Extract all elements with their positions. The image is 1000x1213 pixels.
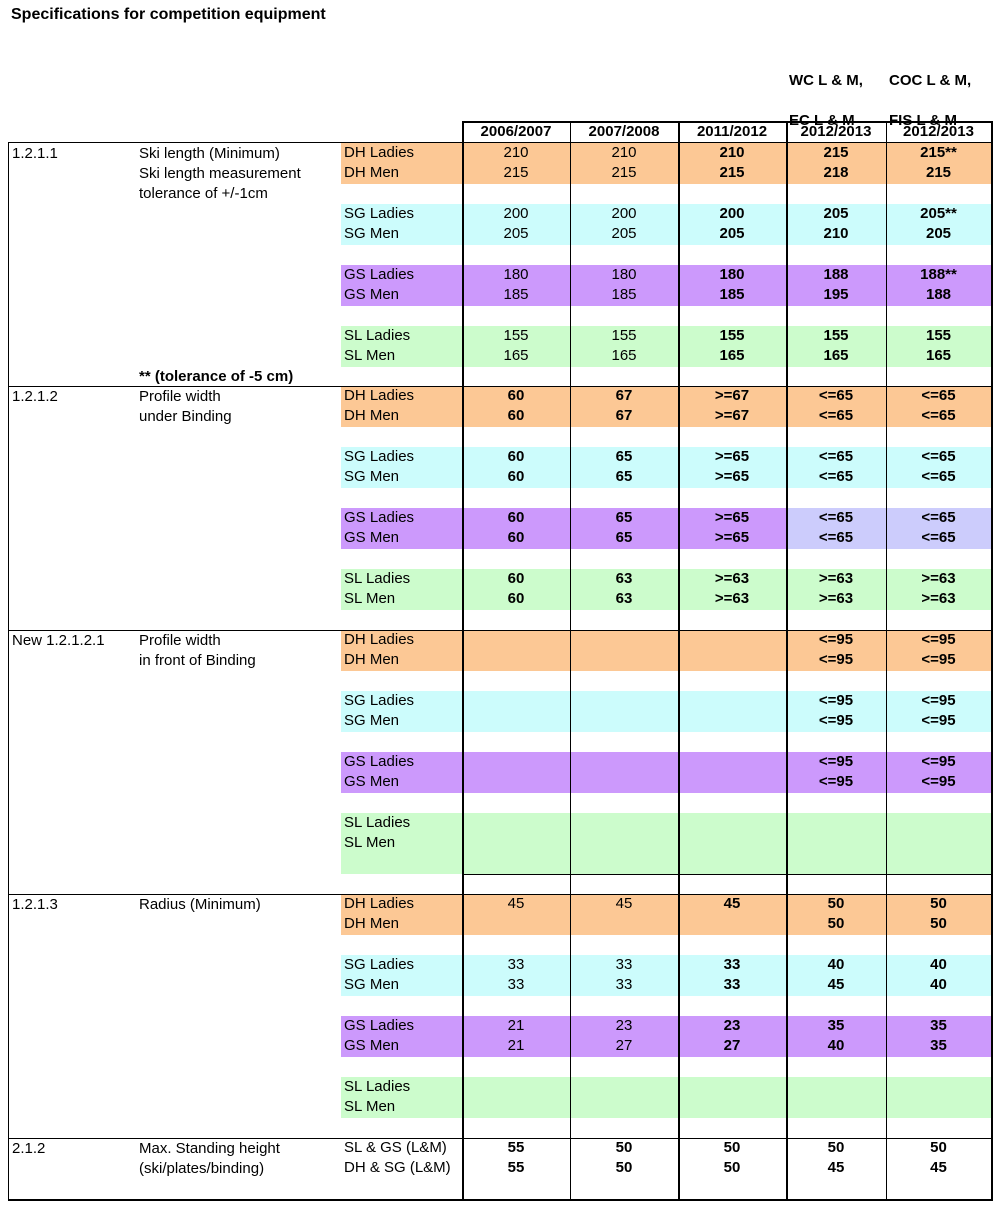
- section-id: New 1.2.1.2.1: [12, 632, 105, 649]
- cell-value: <=65: [818, 529, 854, 546]
- column-header-2011-2012: 2011/2012: [696, 123, 768, 140]
- cell-value: 45: [930, 1159, 947, 1176]
- row-label: GS Men: [344, 286, 400, 303]
- table-border-right: [991, 122, 993, 1201]
- cell-value: 210: [823, 225, 849, 242]
- cell-value: 215: [719, 164, 745, 181]
- section-description: Profile width: [139, 388, 221, 405]
- cell-value: 60: [507, 387, 525, 404]
- section-description: Max. Standing height: [139, 1140, 280, 1157]
- section-description: under Binding: [139, 408, 232, 425]
- cell-value: 50: [827, 895, 845, 912]
- cell-value: 215: [503, 164, 529, 181]
- cell-value: 188**: [920, 266, 957, 283]
- cell-value: <=95: [818, 773, 854, 790]
- cell-value: 200: [719, 205, 745, 222]
- cell-value: 155: [823, 327, 849, 344]
- cell-value: 165: [719, 347, 745, 364]
- cell-value: 50: [615, 1159, 633, 1176]
- row-label: SG Ladies: [344, 956, 415, 973]
- cell-value: >=65: [714, 509, 750, 526]
- cell-value: 67: [615, 407, 633, 424]
- row-label: GS Men: [344, 1037, 400, 1054]
- cell-value: 60: [507, 590, 525, 607]
- cell-value: 50: [827, 915, 845, 932]
- section-id: 2.1.2: [12, 1140, 46, 1157]
- cell-value: 205: [503, 225, 529, 242]
- section-divider: [8, 894, 993, 895]
- cell-value: 50: [723, 1139, 741, 1156]
- cell-value: 195: [823, 286, 849, 303]
- cell-value: <=65: [921, 407, 956, 424]
- cell-value: 65: [615, 448, 633, 465]
- column-header-2012-2013: 2012/2013: [800, 123, 872, 140]
- section-divider: [462, 874, 993, 875]
- section-id: 1.2.1.1: [12, 145, 58, 162]
- cell-value: 180: [611, 266, 637, 283]
- cell-value: <=65: [818, 468, 854, 485]
- cell-value: <=95: [921, 651, 956, 668]
- row-label: DH Men: [344, 915, 400, 932]
- cell-value: 188: [925, 286, 952, 303]
- section-id: 1.2.1.2: [12, 388, 58, 405]
- row-label: DH Ladies: [344, 144, 415, 161]
- cell-value: 23: [615, 1017, 633, 1034]
- cell-value: >=63: [818, 590, 854, 607]
- cell-value: 165: [503, 347, 529, 364]
- row-label: SL & GS (L&M): [344, 1139, 447, 1156]
- cell-value: 50: [615, 1139, 633, 1156]
- cell-value: 215: [925, 164, 952, 181]
- cell-value: 50: [930, 915, 947, 932]
- cell-value: 205: [823, 205, 849, 222]
- cell-value: 60: [507, 570, 525, 587]
- cell-value: <=95: [921, 773, 956, 790]
- cell-value: >=67: [714, 407, 750, 424]
- cell-value: <=65: [921, 387, 956, 404]
- cell-value: 33: [615, 956, 633, 973]
- cell-value: 165: [925, 347, 952, 364]
- section-description: tolerance of +/-1cm: [139, 185, 268, 202]
- header-coc-fis-line1: COC L & M,: [889, 72, 972, 89]
- row-label: GS Ladies: [344, 509, 415, 526]
- row-label: SL Men: [344, 834, 396, 851]
- row-label: DH Ladies: [344, 631, 415, 648]
- section-description: Ski length (Minimum): [139, 145, 280, 162]
- row-group-band-green: [786, 813, 991, 874]
- cell-value: 35: [827, 1017, 845, 1034]
- cell-value: 33: [507, 956, 525, 973]
- cell-value: 55: [507, 1139, 525, 1156]
- row-label: SL Ladies: [344, 570, 411, 587]
- cell-value: 185: [719, 286, 745, 303]
- row-label: SG Men: [344, 468, 400, 485]
- cell-value: 21: [507, 1037, 525, 1054]
- row-label: DH Ladies: [344, 387, 415, 404]
- row-label: GS Ladies: [344, 753, 415, 770]
- section-divider: [8, 386, 993, 387]
- cell-value: 155: [611, 327, 637, 344]
- cell-value: 215**: [920, 144, 957, 161]
- cell-value: 205**: [920, 205, 957, 222]
- cell-value: 40: [827, 956, 845, 973]
- cell-value: 45: [827, 1159, 845, 1176]
- column-divider: [462, 122, 464, 1201]
- row-label: DH Ladies: [344, 895, 415, 912]
- row-label: SG Ladies: [344, 205, 415, 222]
- cell-value: 40: [930, 976, 947, 993]
- cell-value: >=65: [714, 468, 750, 485]
- cell-value: <=95: [921, 753, 956, 770]
- section-description: Radius (Minimum): [139, 896, 261, 913]
- row-label: DH Men: [344, 407, 400, 424]
- cell-value: 60: [507, 468, 525, 485]
- cell-value: 67: [615, 387, 633, 404]
- cell-value: 27: [615, 1037, 633, 1054]
- cell-value: 33: [723, 956, 741, 973]
- cell-value: 21: [507, 1017, 525, 1034]
- row-label: GS Ladies: [344, 266, 415, 283]
- header-top-line: [462, 121, 993, 123]
- cell-value: <=95: [818, 631, 854, 648]
- cell-value: 40: [827, 1037, 845, 1054]
- cell-value: 45: [723, 895, 741, 912]
- cell-value: 45: [507, 895, 525, 912]
- cell-value: 40: [930, 956, 947, 973]
- cell-value: >=63: [714, 590, 750, 607]
- row-label: GS Men: [344, 773, 400, 790]
- cell-value: 23: [723, 1017, 741, 1034]
- row-label: SL Men: [344, 1098, 396, 1115]
- cell-value: <=65: [921, 529, 956, 546]
- row-label: SL Ladies: [344, 814, 411, 831]
- row-label: SG Men: [344, 976, 400, 993]
- section-description: in front of Binding: [139, 652, 256, 669]
- column-header-2012-2013: 2012/2013: [903, 123, 974, 140]
- row-label: DH Men: [344, 651, 400, 668]
- row-label: DH Men: [344, 164, 400, 181]
- cell-value: <=95: [921, 631, 956, 648]
- cell-value: <=65: [921, 468, 956, 485]
- column-divider: [786, 122, 788, 1201]
- cell-value: 33: [507, 976, 525, 993]
- cell-value: 180: [719, 266, 745, 283]
- cell-value: >=65: [714, 529, 750, 546]
- cell-value: 205: [611, 225, 637, 242]
- cell-value: 63: [615, 570, 633, 587]
- cell-value: 200: [611, 205, 637, 222]
- cell-value: <=95: [818, 692, 854, 709]
- cell-value: 215: [823, 144, 849, 161]
- cell-value: 45: [827, 976, 845, 993]
- cell-value: >=63: [818, 570, 854, 587]
- cell-value: <=65: [818, 407, 854, 424]
- cell-value: 185: [611, 286, 637, 303]
- cell-value: 218: [823, 164, 849, 181]
- row-label: GS Ladies: [344, 1017, 415, 1034]
- cell-value: 210: [503, 144, 529, 161]
- cell-value: 50: [723, 1159, 741, 1176]
- cell-value: <=65: [921, 448, 956, 465]
- cell-value: 45: [615, 895, 633, 912]
- cell-value: 200: [503, 205, 529, 222]
- cell-value: 155: [503, 327, 529, 344]
- section-description: Ski length measurement: [139, 165, 301, 182]
- cell-value: 165: [611, 347, 637, 364]
- row-label: SG Ladies: [344, 692, 415, 709]
- header-wc-ec-line1: WC L & M,: [789, 72, 863, 89]
- cell-value: 215: [611, 164, 637, 181]
- cell-value: 35: [930, 1017, 947, 1034]
- cell-value: 205: [925, 225, 952, 242]
- section-description: (ski/plates/binding): [139, 1160, 265, 1177]
- cell-value: 55: [507, 1159, 525, 1176]
- cell-value: 60: [507, 407, 525, 424]
- row-label: SL Ladies: [344, 327, 411, 344]
- cell-value: >=67: [714, 387, 750, 404]
- section-description: Profile width: [139, 632, 221, 649]
- row-label: GS Men: [344, 529, 400, 546]
- cell-value: 33: [723, 976, 741, 993]
- cell-value: 65: [615, 529, 633, 546]
- cell-value: 210: [611, 144, 637, 161]
- cell-value: 50: [827, 1139, 845, 1156]
- cell-value: 60: [507, 448, 525, 465]
- cell-value: 63: [615, 590, 633, 607]
- cell-value: 50: [930, 895, 947, 912]
- column-divider: [678, 122, 680, 1201]
- cell-value: <=95: [818, 712, 854, 729]
- cell-value: 155: [719, 327, 745, 344]
- cell-value: <=65: [921, 509, 956, 526]
- cell-value: 60: [507, 529, 525, 546]
- cell-value: <=95: [921, 712, 956, 729]
- cell-value: <=65: [818, 387, 854, 404]
- cell-value: 165: [823, 347, 849, 364]
- row-label: SG Ladies: [344, 448, 415, 465]
- cell-value: 50: [930, 1139, 947, 1156]
- cell-value: 185: [503, 286, 529, 303]
- cell-value: 210: [719, 144, 745, 161]
- row-label: SL Men: [344, 347, 396, 364]
- section-id: 1.2.1.3: [12, 896, 58, 913]
- column-header-2007-2008: 2007/2008: [588, 123, 660, 140]
- cell-value: 60: [507, 509, 525, 526]
- cell-value: 65: [615, 468, 633, 485]
- cell-value: 155: [925, 327, 952, 344]
- row-label: SL Men: [344, 590, 396, 607]
- cell-value: 65: [615, 509, 633, 526]
- table-bottom-line: [8, 1199, 993, 1201]
- cell-value: 205: [719, 225, 745, 242]
- column-divider: [886, 122, 887, 1201]
- cell-value: 188: [823, 266, 849, 283]
- section-divider: [8, 630, 993, 631]
- page-title: Specifications for competition equipment: [11, 6, 326, 23]
- column-divider: [570, 122, 571, 1201]
- cell-value: >=63: [921, 570, 956, 587]
- cell-value: <=95: [818, 753, 854, 770]
- row-label: SG Men: [344, 225, 400, 242]
- cell-value: 180: [503, 266, 529, 283]
- row-group-band-green: [786, 1077, 991, 1118]
- cell-value: 35: [930, 1037, 947, 1054]
- header-bottom-line: [8, 142, 993, 143]
- cell-value: <=65: [818, 509, 854, 526]
- table-border-left: [8, 142, 9, 1201]
- section-footnote: ** (tolerance of -5 cm): [139, 368, 294, 385]
- cell-value: >=63: [921, 590, 956, 607]
- column-header-2006-2007: 2006/2007: [480, 123, 552, 140]
- cell-value: <=95: [818, 651, 854, 668]
- cell-value: >=63: [714, 570, 750, 587]
- cell-value: 33: [615, 976, 633, 993]
- cell-value: 27: [723, 1037, 741, 1054]
- row-label: SG Men: [344, 712, 400, 729]
- section-divider: [8, 1138, 993, 1139]
- cell-value: >=65: [714, 448, 750, 465]
- row-label: SL Ladies: [344, 1078, 411, 1095]
- cell-value: <=95: [921, 692, 956, 709]
- cell-value: <=65: [818, 448, 854, 465]
- row-label: DH & SG (L&M): [344, 1159, 451, 1176]
